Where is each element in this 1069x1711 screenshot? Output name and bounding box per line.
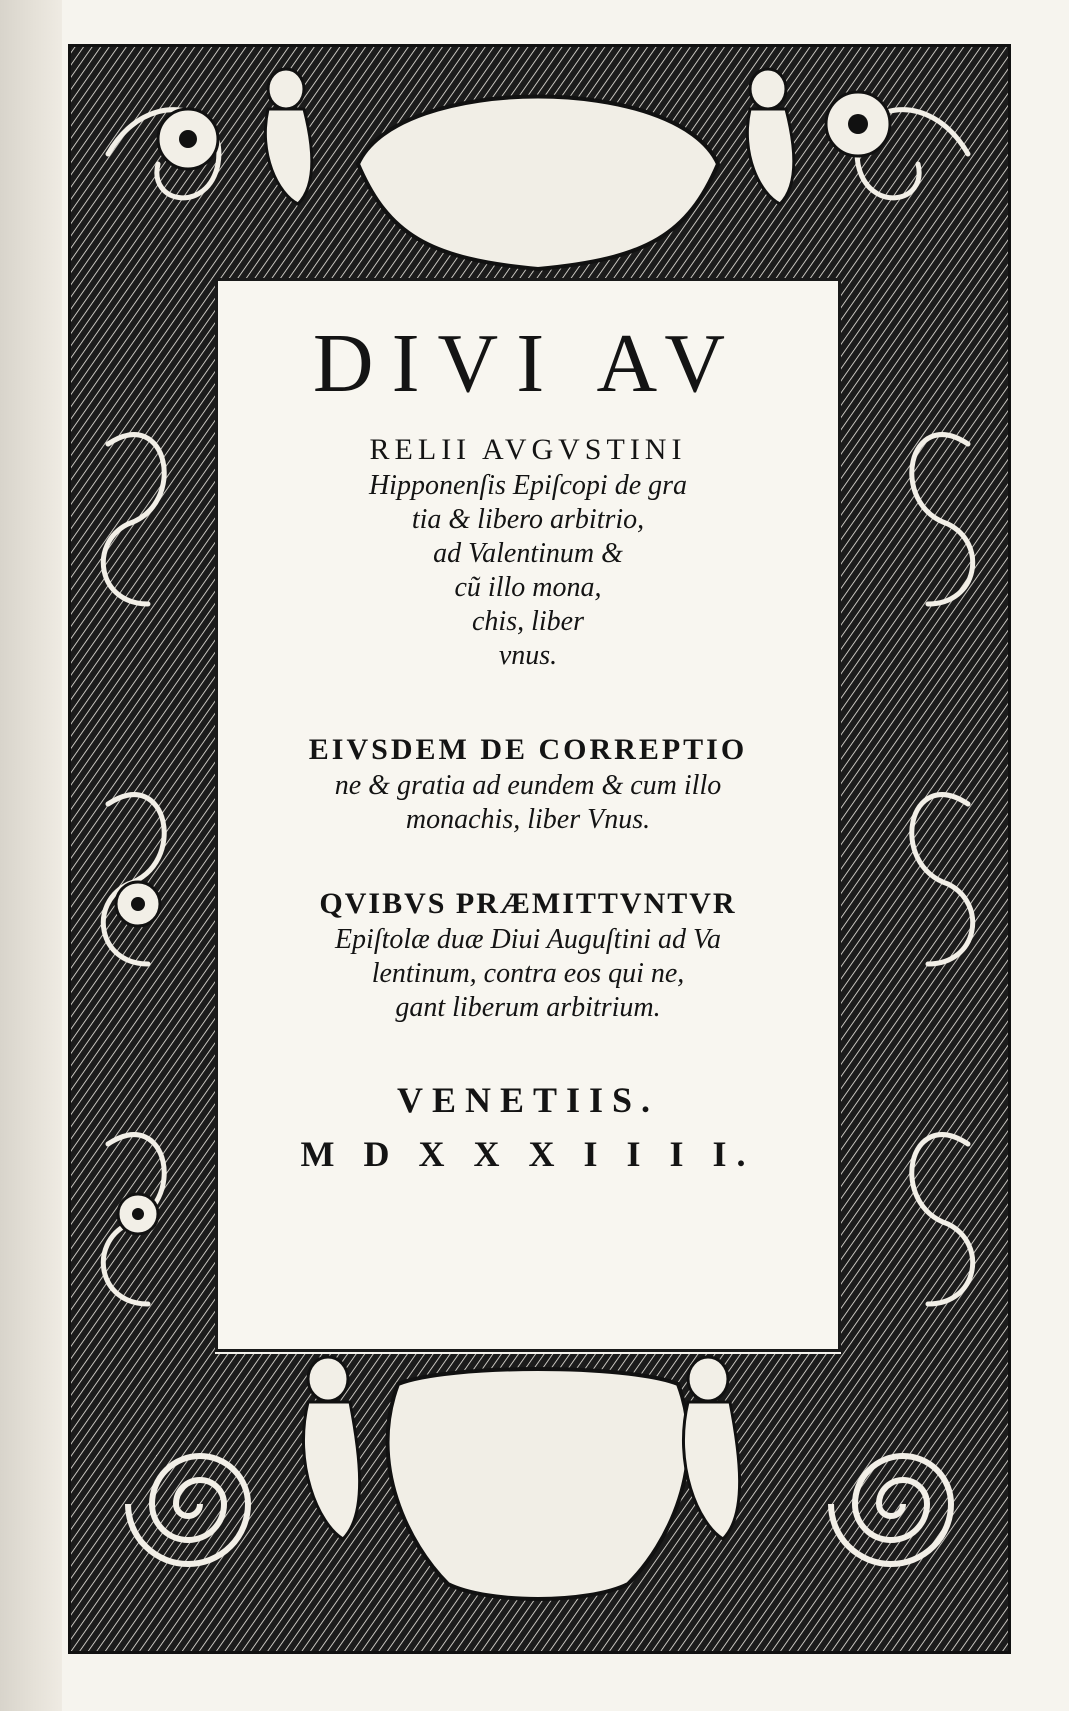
title-text-block xyxy=(218,319,838,1177)
title-heading: DIVI AV xyxy=(312,317,744,410)
work2-heading: EIVSDEM DE CORREPTIO xyxy=(308,733,748,766)
imprint-place: VENETIIS. xyxy=(396,1080,660,1120)
work3-heading: QVIBVS PRÆMITTVNTVR xyxy=(319,887,737,920)
title-panel xyxy=(215,278,841,1352)
page-gutter xyxy=(0,0,62,1711)
work2-line: ne & gratia ad eundem & cum illo xyxy=(334,770,722,801)
work1-line: cũ illo mona, xyxy=(454,572,602,603)
work2-line: monachis, liber Vnus. xyxy=(405,804,651,835)
work3-line: lentinum, contra eos qui ne, xyxy=(371,958,685,989)
title-subheading: RELII AVGVSTINI xyxy=(369,433,687,466)
work1-line: Hipponenſis Epiſcopi de gra xyxy=(368,470,688,501)
work1-line: chis, liber xyxy=(472,606,584,637)
work1-line: tia & libero arbitrio, xyxy=(411,504,645,535)
work1-line: ad Valentinum & xyxy=(433,538,623,569)
imprint-year: M D X X X I I I I. xyxy=(300,1134,756,1174)
work1-line: vnus. xyxy=(498,640,558,671)
work3-line: gant liberum arbitrium. xyxy=(395,992,661,1023)
work3-line: Epiſtolæ duæ Diui Auguſtini ad Va xyxy=(334,924,722,955)
